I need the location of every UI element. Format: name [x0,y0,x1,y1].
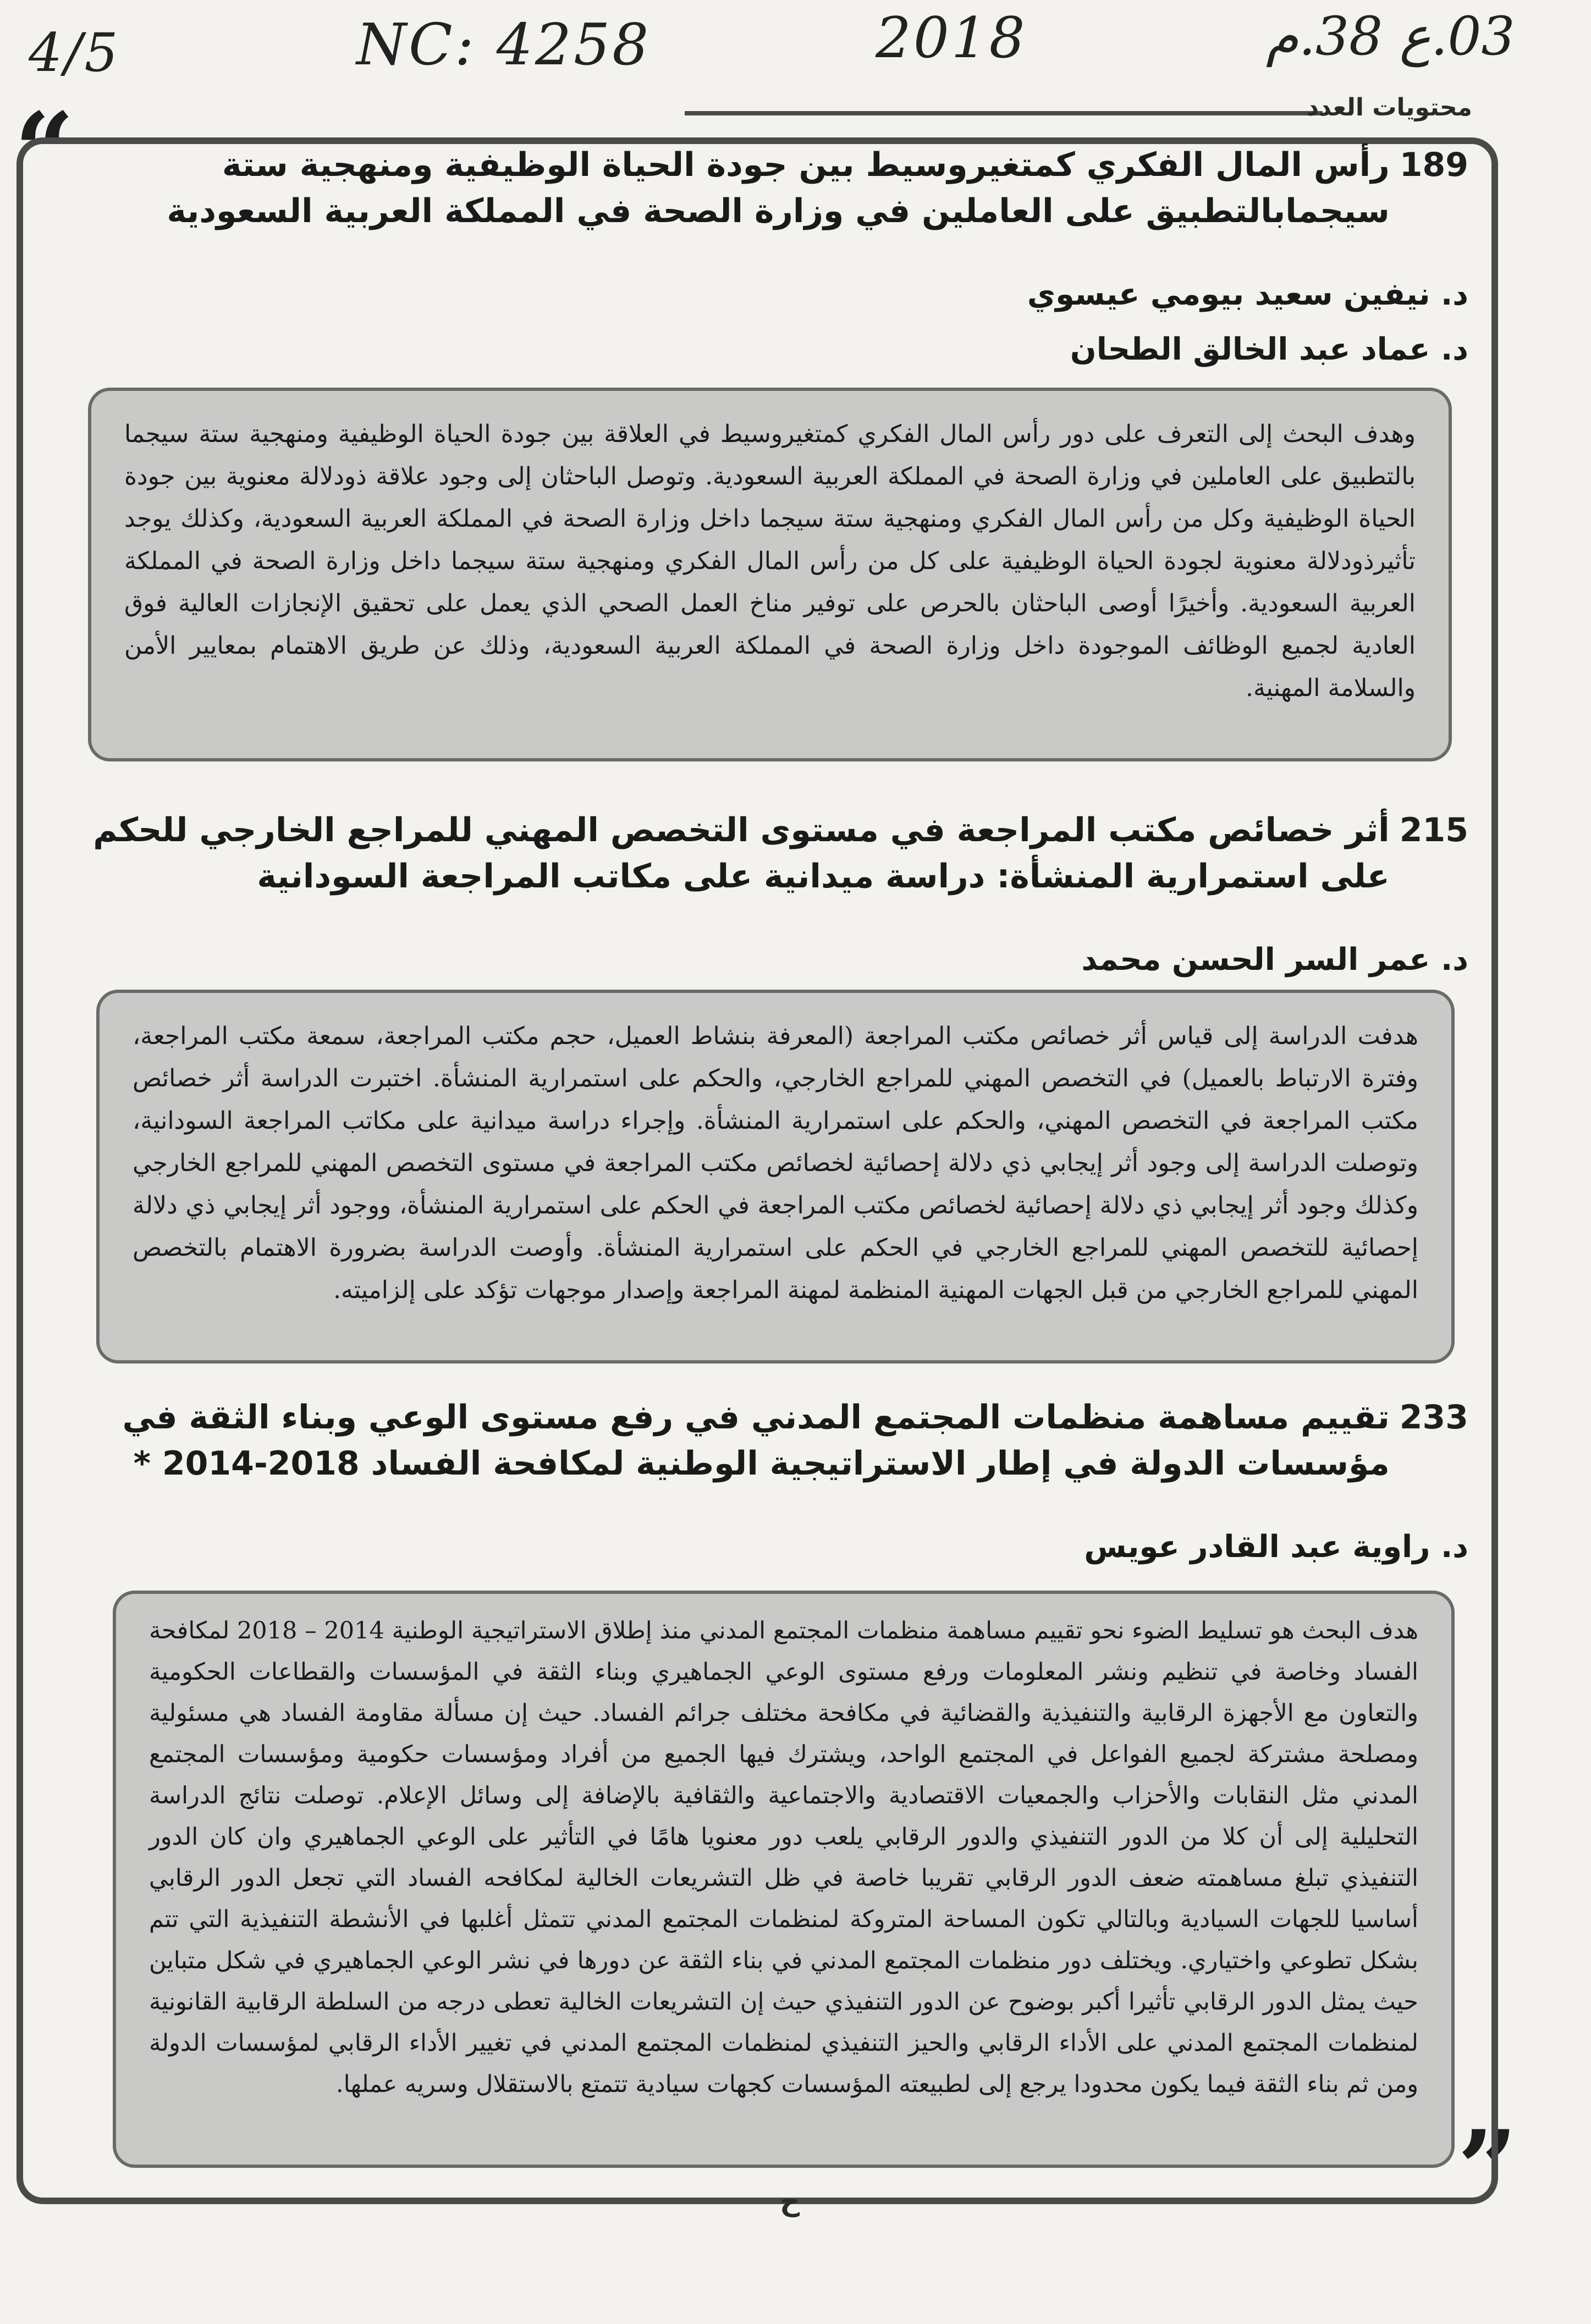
article-page-number: 189 [1399,146,1468,184]
article-title: رأس المال الفكري كمتغيروسيط بين جودة الحياة الوظيفية ومنهجية ستة سيجمابالتطبيق على العاملين في وزارة الصحة في المملكة العربية السعودية [167,146,1390,230]
article-title-row [71,1394,1468,1487]
handwritten-page-fraction: 4/5 [29,22,120,84]
handwritten-nc-code: NC: 4258 [356,11,651,78]
article-page-number: 215 [1399,811,1468,849]
handwritten-date-note: 03.ع 38.م [1266,5,1515,67]
article-title: تقييم مساهمة منظمات المجتمع المدني في رفع مستوى الوعي وبناء الثقة في مؤسسات الدولة في إطار الاستراتيجية الوطنية لمكافحة الفساد 2018-2014 * [122,1398,1390,1483]
article-authors [1027,267,1468,377]
article-233 [71,1394,1468,1575]
author-name: د. عماد عبد الخالق الطحان [1070,332,1468,367]
article-215 [71,807,1468,987]
open-quote-icon: “ [14,90,75,212]
author-name: د. عمر السر الحسن محمد [1081,942,1468,978]
article-authors [1039,932,1468,987]
close-quote-icon: ” [1457,2107,1518,2230]
article-title: أثر خصائص مكتب المراجعة في مستوى التخصص المهني للمراجع الخارجي للحكم على استمرارية المنشأة: دراسة ميدانية على مكاتب المراجعة السودانية [93,811,1390,896]
page-footer-letter: ح [780,2185,800,2217]
handwritten-year: 2018 [876,5,1027,71]
article-title-row [71,807,1468,899]
article-abstract: وهدف البحث إلى التعرف على دور رأس المال الفكري كمتغيروسيط في العلاقة بين جودة الحياة الوظيفية ومنهجية ستة سيجما بالتطبيق على العاملين في وزارة الصحة في المملكة العربية السعودية. وتوصل الباحثان إلى وجود علاقة ذودلالة معنوية بين جودة الحياة الوظيفية وكل من رأس المال الفكري ومنهجية ستة سيجما داخل وزارة الصحة في المملكة العربية السعودية، وكذلك يوجد تأثيرذودلالة معنوية لجودة الحياة الوظيفية على كل من رأس المال الفكري ومنهجية ستة سيجما داخل وزارة الصحة في المملكة العربية السعودية. وأخيرًا أوصى الباحثان بالحرص على توفير مناخ العمل الصحي الذي يعمل على تحقيق الإنجازات العالية فوق العادية لجميع الوظائف الموجودة داخل وزارة الصحة في المملكة العربية السعودية، وذلك عن طريق الاهتمام بمعايير الأمن والسلامة المهنية. [88,388,1452,761]
article-authors [1039,1520,1468,1575]
article-abstract: هدف البحث هو تسليط الضوء نحو تقييم مساهمة منظمات المجتمع المدني منذ إطلاق الاستراتيجية الوطنية 2014 – 2018 لمكافحة الفساد وخاصة في تنظيم ونشر المعلومات ورفع مستوى الوعي الجماهيري وبناء الثقة في المؤسسات والقطاعات الحكومية والتعاون مع الأجهزة الرقابية والتنفيذية والقضائية في مكافحة مختلف جرائم الفساد. حيث إن مسألة مقاومة الفساد هي مسئولية ومصلحة مشتركة لجميع الفواعل في المجتمع الواحد، ويشترك فيها الجميع من أفراد ومؤسسات حكومية ومؤسسات المجتمع المدني مثل النقابات والأحزاب والجمعيات الاقتصادية والاجتماعية والثقافية بالإضافة إلى وسائل الإعلام. توصلت نتائج الدراسة التحليلية إلى أن كلا من الدور التنفيذي والدور الرقابي يلعب دور معنويا هامًا في التأثير على الوعي الجماهيري وان كان الدور التنفيذي تبلغ مساهمته ضعف الدور الرقابي تقريبا خاصة في ظل التشريعات الخالية لمكافحه الفساد التي تجعل الدور الرقابي أساسيا للجهات السيادية وبالتالي تكون المساحة المتروكة لمنظمات المجتمع المدني تتمثل أغلبها في الأنشطة التنفيذية التي تتم بشكل تطوعي واختياري. ويختلف دور منظمات المجتمع المدني في بناء الثقة عن دورها في نشر الوعي الجماهيري في شكل متباين حيث يمثل الدور الرقابي تأثيرا أكبر بوضوح عن الدور التنفيذي حيث إن التشريعات الخالية تعطى درجه من السلطة الرقابية القانونية لمنظمات المجتمع المدني على الأداء الرقابي والحيز التنفيذي لمنظمات المجتمع المدني في تغيير الأداء الرقابي لمؤسسات الدولة ومن ثم بناء الثقة فيما يكون محدودا يرجع إلى لطبيعته المؤسسات كجهات سيادية تتمتع بالاستقلال وسريه عملها. [113,1591,1455,2168]
author-name: د. راوية عبد القادر عويس [1084,1529,1468,1565]
author-name: د. نيفين سعيد بيومي عيسوي [1027,277,1468,312]
section-title: محتويات العدد [1306,93,1472,122]
article-abstract: هدفت الدراسة إلى قياس أثر خصائص مكتب المراجعة (المعرفة بنشاط العميل، حجم مكتب المراجعة، سمعة مكتب المراجعة، وفترة الارتباط بالعميل) في التخصص المهني للمراجع الخارجي، والحكم على استمرارية المنشأة. اختبرت الدراسة أثر خصائص مكتب المراجعة في التخصص المهني، والحكم على استمرارية المنشأة. وإجراء دراسة ميدانية على مكاتب المراجعة السودانية، وتوصلت الدراسة إلى وجود أثر إيجابي ذي دلالة إحصائية لخصائص مكتب المراجعة في مستوى التخصص المهني للمراجع الخارجي وكذلك وجود أثر إيجابي ذي دلالة إحصائية لخصائص مكتب المراجعة في الحكم على استمرارية المنشأة، ووجود أثر إيجابي ذي دلالة إحصائية للتخصص المهني للمراجع الخارجي في الحكم على استمرارية المنشأة. وأوصت الدراسة بضرورة الاهتمام بالتخصص المهني للمراجع الخارجي من قبل الجهات المهنية المنظمة لمهنة المراجعة وإصدار موجهات تؤكد على إلزاميته. [96,990,1455,1364]
article-189 [71,142,1468,377]
article-page-number: 233 [1399,1398,1468,1437]
article-title-row [71,142,1468,234]
section-header [685,92,1559,131]
section-header-rule [685,111,1323,115]
